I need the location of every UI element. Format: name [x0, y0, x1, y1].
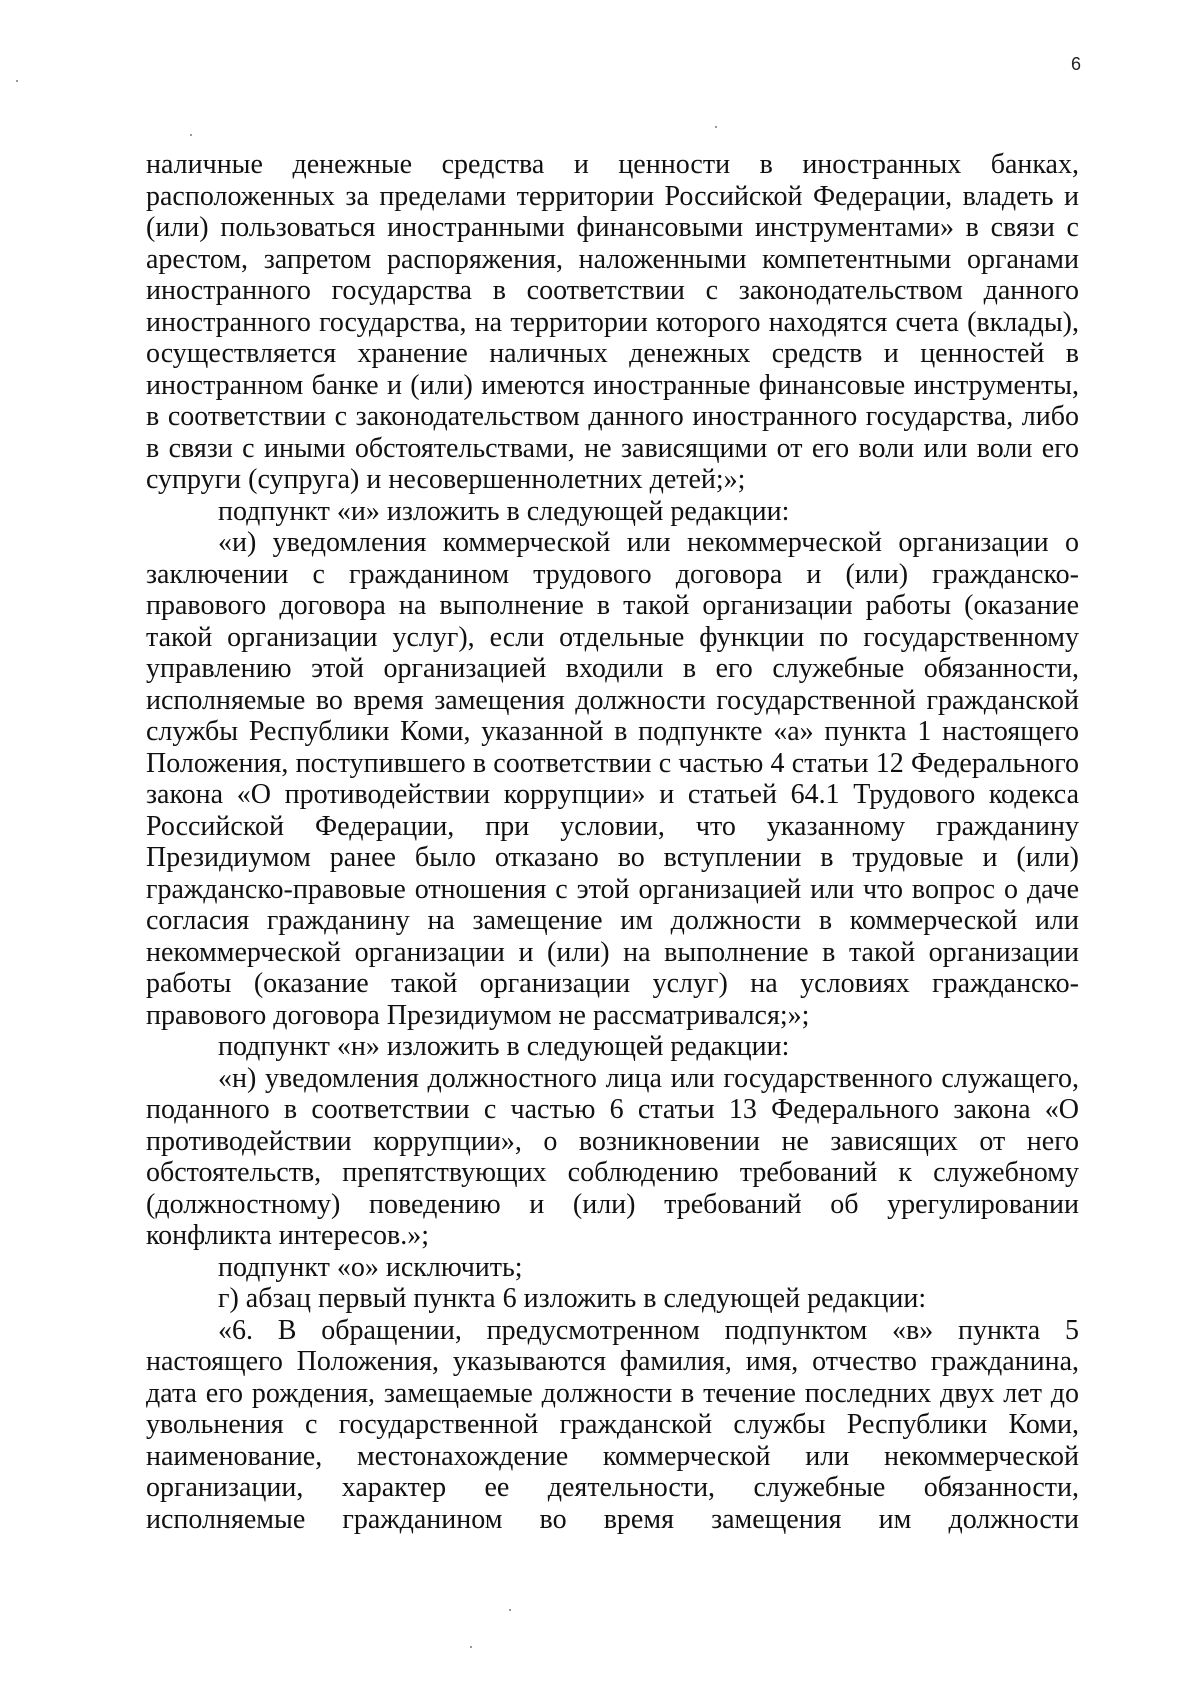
paragraph-amendment-i-intro: подпункт «и» изложить в следующей редакции: [218, 495, 790, 527]
paragraph-item-6-text: «6. В обращении, предусмотренном подпунктом «в» пункта 5 настоящего Положения, указываются фамилия, имя, отчество гражданина, дата его рождения, замещаемые должности в течение последних двух лет до увольнения с государственной гражданской службы Республики Коми, наименование, местонахождение коммерческой или некоммерческой организации, характер ее деятельности, служебные обязанности, исполняемые гражданином во время замещения им должности [146, 1314, 1079, 1535]
paragraph-item-g: г) абзац первый пункта 6 изложить в следующей редакции: [218, 1283, 927, 1314]
scan-speck [16, 80, 18, 82]
document-body [146, 149, 1079, 1535]
paragraph-amendment-i-text: «и) уведомления коммерческой или некоммерческой организации о заключении с гражданином трудового договора и (или) гражданско-правового договора на выполнение в такой организации работы (оказание такой организации услуг), если отдельные функции по государственному управлению этой организацией входили в его служебные обязанности, исполняемые во время замещения должности государственной гражданской службы Республики Коми, указанной в подпункте «а» пункта 1 настоящего Положения, поступившего в соответствии с частью 4 статьи 12 Федерального закона «О противодействии коррупции» и статьей 64.1 Трудового кодекса Российской Федерации, при условии, что указанному гражданину Президиумом ранее было отказано во вступлении в трудовые и (или) гражданско-правовые отношения с этой организацией или что вопрос о даче согласия гражданину на замещение им должности в коммерческой или некоммерческой организации и (или) на выполнение в такой организации работы (оказание такой организации услуг) на условиях гражданско-правового договора Президиумом не рассматривался;»; [146, 527, 1079, 1031]
paragraph-amendment-o-excluded: подпункт «о» исключить; [218, 1251, 523, 1283]
paragraph-amendment-n-intro: подпункт «н» изложить в следующей редакции: [218, 1031, 790, 1062]
scan-speck [190, 134, 192, 136]
scan-speck [470, 1646, 472, 1648]
paragraph-amendment-n-text: «н) уведомления должностного лица или государственного служащего, поданного в соответствии с частью 6 статьи 13 Федерального закона «О противодействии коррупции», о возникновении не зависящих от него обстоятельств, препятствующих соблюдению требований к служебному (должностному) поведению и (или) требований об урегулировании конфликта интересов.»; [146, 1062, 1079, 1251]
scan-speck [715, 126, 717, 128]
scan-speck [509, 1609, 511, 1611]
page-number: 6 [1071, 54, 1082, 74]
paragraph-continuation: наличные денежные средства и ценности в иностранных банках, расположенных за пределами территории Российской Федерации, владеть и (или) пользоваться иностранными финансовыми инструментами» в связи с арестом, запретом распоряжения, наложенными компетентными органами иностранного государства в соответствии с законодательством данного иностранного государства, на территории которого находятся счета (вклады), осуществляется хранение наличных денежных средств и ценностей в иностранном банке и (или) имеются иностранные финансовые инструменты, в соответствии с законодательством данного иностранного государства, либо в связи с иными обстоятельствами, не зависящими от его воли или воли его супруги (супруга) и несовершеннолетних детей;»; [146, 149, 1079, 495]
